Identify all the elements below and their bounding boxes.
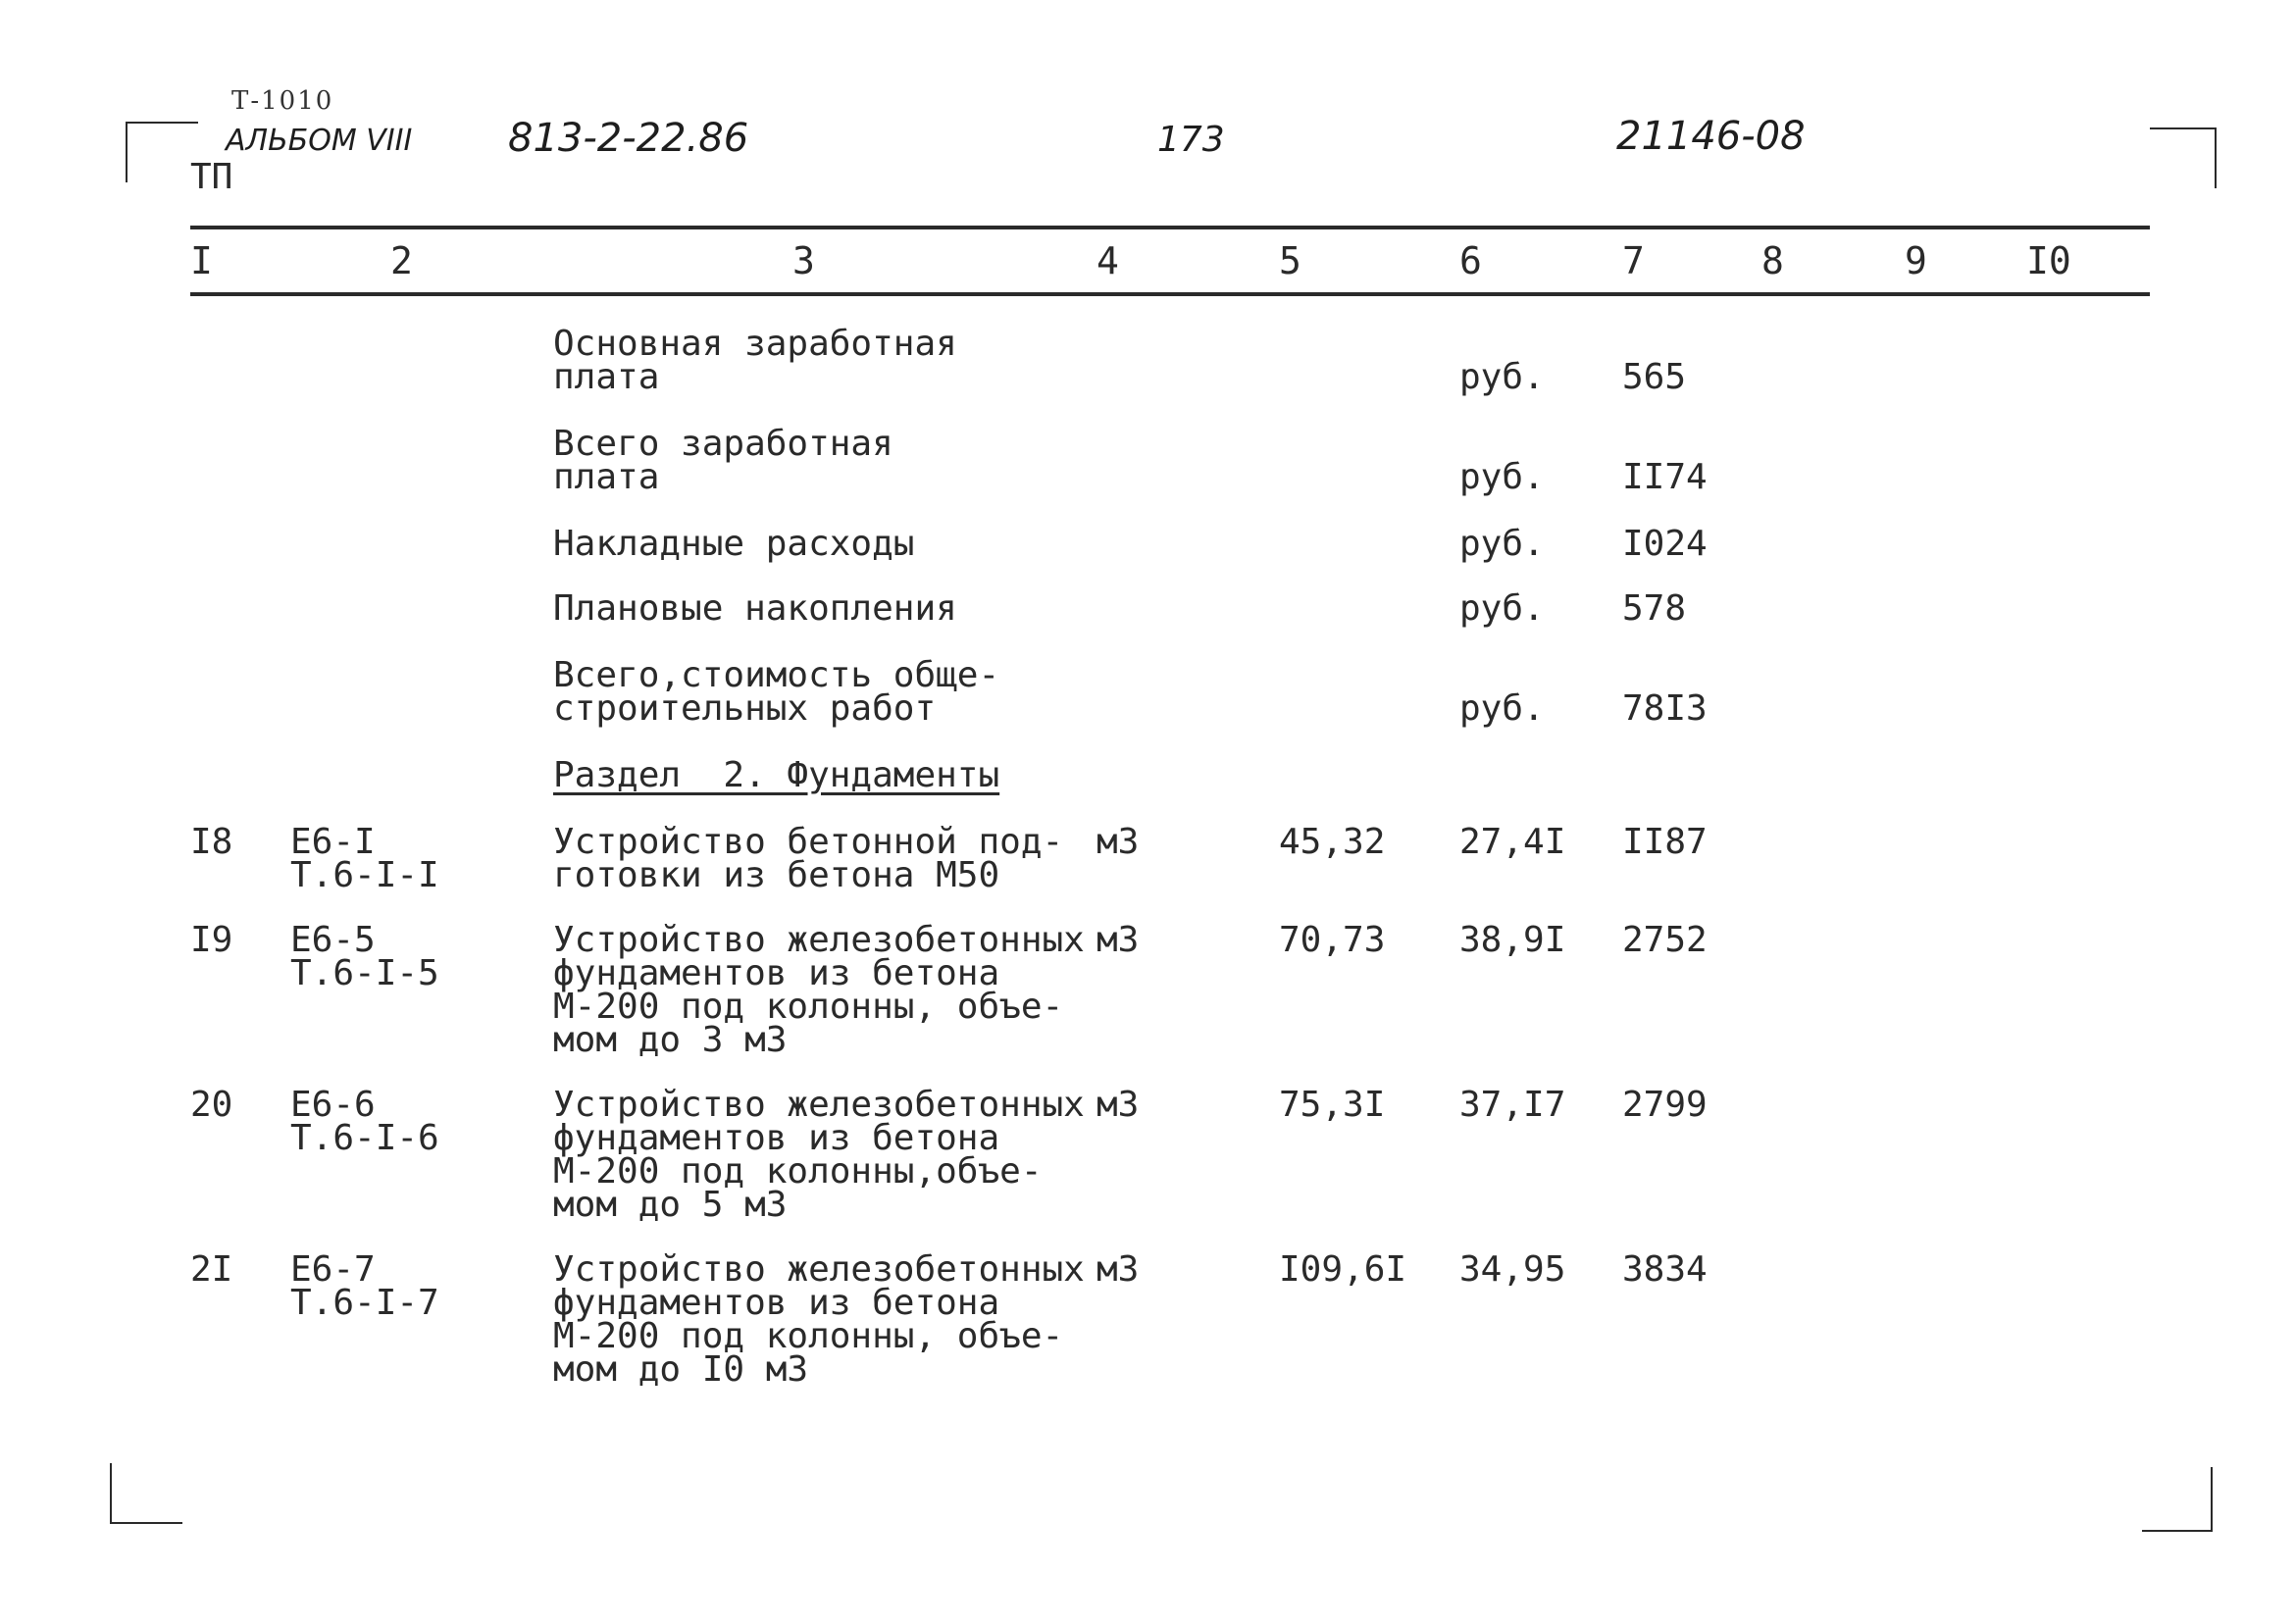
item-price: 34,95 (1459, 1249, 1566, 1290)
summary-description: Всего заработная плата (553, 424, 893, 497)
item-quantity: 75,3I (1279, 1085, 1386, 1125)
album-label: АЛЬБОМ VIII (226, 124, 413, 158)
project-number: 813-2-22.86 (508, 116, 749, 161)
column-number-7: 7 (1622, 239, 1645, 282)
item-description: Устройство железобетонных фундаментов из бетона М-200 под колонны, объе- мом до 3 м3 (553, 920, 1085, 1060)
summary-description: Плановые накопления (553, 588, 957, 629)
item-number: I8 (190, 822, 233, 862)
summary-value: I024 (1622, 524, 1708, 564)
item-quantity: 45,32 (1279, 822, 1386, 862)
item-number: I9 (190, 920, 233, 960)
summary-unit: руб. (1459, 588, 1545, 629)
frame-corner-bottom-left (110, 1463, 182, 1524)
item-code: Е6-6 Т.6-I-6 (290, 1085, 439, 1158)
item-number: 2I (190, 1249, 233, 1290)
item-description: Устройство железобетонных фундаментов из бетона М-200 под колонны, объе- мом до I0 м3 (553, 1249, 1085, 1390)
frame-corner-top-right (2150, 127, 2217, 188)
column-number-6: 6 (1459, 239, 1482, 282)
column-number-1: I (190, 239, 213, 282)
item-unit: м3 (1096, 1249, 1140, 1290)
item-total: 2752 (1622, 920, 1708, 960)
column-number-5: 5 (1279, 239, 1301, 282)
summary-description: Основная заработная плата (553, 324, 957, 397)
column-number-10: I0 (2026, 239, 2071, 282)
item-price: 37,I7 (1459, 1085, 1566, 1125)
summary-unit: руб. (1459, 457, 1545, 497)
summary-unit: руб. (1459, 357, 1545, 397)
stamp-code: Т-1010 (231, 86, 334, 116)
header-top-rule (190, 226, 2150, 229)
header-bottom-rule (190, 292, 2150, 296)
item-code: Е6-I Т.6-I-I (290, 822, 439, 895)
column-number-8: 8 (1761, 239, 1784, 282)
item-quantity: I09,6I (1279, 1249, 1407, 1290)
item-price: 38,9I (1459, 920, 1566, 960)
doc-type: ТП (190, 157, 233, 197)
section-title: Раздел 2. Фундаменты (553, 755, 1000, 795)
item-unit: м3 (1096, 1085, 1140, 1125)
summary-unit: руб. (1459, 688, 1545, 729)
item-code: Е6-5 Т.6-I-5 (290, 920, 439, 993)
column-number-4: 4 (1096, 239, 1119, 282)
sheet-code: 21146-08 (1616, 114, 1806, 159)
item-unit: м3 (1096, 920, 1140, 960)
column-number-2: 2 (390, 239, 413, 282)
summary-value: II74 (1622, 457, 1708, 497)
summary-value: 565 (1622, 357, 1687, 397)
summary-description: Всего,стоимость обще- строительных работ (553, 655, 1000, 729)
summary-unit: руб. (1459, 524, 1545, 564)
item-description: Устройство железобетонных фундаментов из бетона М-200 под колонны,объе- мом до 5 м3 (553, 1085, 1085, 1225)
column-number-3: 3 (792, 239, 815, 282)
summary-description: Накладные расходы (553, 524, 915, 564)
item-total: 2799 (1622, 1085, 1708, 1125)
frame-corner-bottom-right (2142, 1467, 2213, 1532)
summary-value: 78I3 (1622, 688, 1708, 729)
item-unit: м3 (1096, 822, 1140, 862)
item-code: Е6-7 Т.6-I-7 (290, 1249, 439, 1323)
summary-value: 578 (1622, 588, 1687, 629)
item-number: 20 (190, 1085, 233, 1125)
page-number: 173 (1157, 120, 1225, 160)
frame-corner-top-left (126, 122, 198, 182)
column-number-9: 9 (1905, 239, 1927, 282)
item-total: II87 (1622, 822, 1708, 862)
item-description: Устройство бетонной под- готовки из бетона М50 (553, 822, 1064, 895)
item-quantity: 70,73 (1279, 920, 1386, 960)
item-total: 3834 (1622, 1249, 1708, 1290)
item-price: 27,4I (1459, 822, 1566, 862)
